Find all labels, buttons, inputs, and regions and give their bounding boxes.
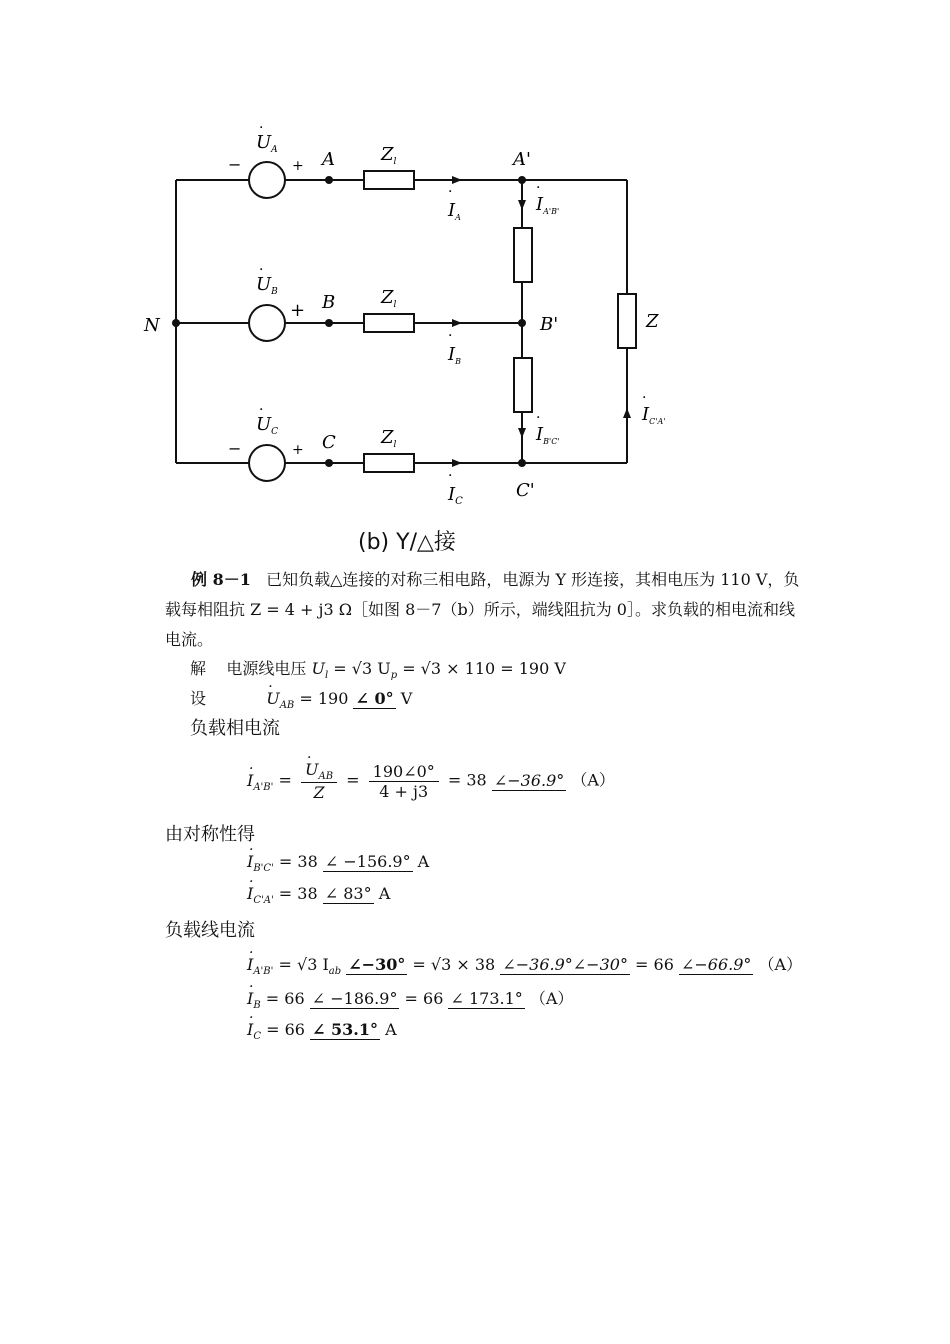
line-current-heading: 负载线电流 [165, 920, 255, 941]
arrow-iab-icon [518, 200, 526, 210]
eq3-value: = 38 [278, 884, 318, 903]
line1-sub-l: l [324, 670, 329, 682]
plus-sign-a: + [292, 158, 304, 174]
line-impedance-c-label: $Z_l$ [381, 427, 397, 450]
line1-sub-p: p [390, 670, 398, 682]
eq3-angle: ∠ 83° [324, 884, 372, 903]
example-text: 已知负载△连接的对称三相电路，电源为 Y 形连接，其相电压为 110 V，负载每相阻抗 Z = 4 + j3 Ω［如图 8－7（b）所示，端线阻抗为 0］。求负载的相电流和线电流。 [165, 570, 800, 649]
eq1-num-sub: AB [318, 771, 334, 783]
eq1-angle: ∠−36.9° [493, 770, 565, 790]
eq1-value: = 38 [447, 770, 487, 790]
eq4-value: = 66 [635, 955, 674, 974]
current-ibc-label: $I_{B'C'}$ [536, 424, 560, 446]
equation-1: · $I_{A'B'}$ = · $\frac{U_{AB}}{Z}$ = $\frac{190\angle 0^\circ}{4 + j3}$ = 38 ∠−36.9° （A） [247, 760, 615, 802]
arrow-ibc-icon [518, 428, 526, 438]
node-a-label: A [322, 149, 335, 170]
eq4-mid: = √3 I [278, 955, 329, 974]
source-a-label: $U_A$ [256, 132, 278, 155]
node-n-label: N [144, 315, 160, 336]
line1-tail: = √3 × 110 = 190 V [402, 659, 566, 678]
equation-6 [247, 1020, 397, 1042]
current-ibc-dot: · [536, 410, 541, 426]
source-b-label: $U_B$ [256, 274, 278, 297]
source-b-circle [249, 305, 285, 341]
arrow-ic-icon [452, 459, 462, 467]
node-b-prime-label: B' [540, 314, 559, 335]
eq2-lhs-sub: B'C' [253, 863, 274, 875]
node-c-label: C [322, 432, 336, 453]
source-c-label: $U_C$ [256, 414, 279, 437]
node-c-prime-label: C' [516, 480, 535, 501]
arrow-ica-icon [623, 408, 631, 418]
eq4-mid2: = √3 × 38 [412, 955, 496, 974]
figure-caption: (b) Y/△接 [358, 530, 456, 555]
eq4-angle1: ∠−30° [348, 955, 406, 974]
eq1-frac-1 [301, 760, 337, 802]
eq5-value: = 66 [265, 989, 305, 1008]
line1-math: U [311, 659, 325, 678]
eq1-frac-2 [369, 762, 439, 801]
load-impedance-ab [514, 228, 532, 282]
current-iab-dot: · [536, 180, 541, 196]
load-impedance-label: Z [646, 311, 659, 332]
minus-sign-a: − [228, 155, 242, 174]
eq5-lhs-sub: B [253, 1000, 261, 1012]
line2-unit: V [400, 689, 413, 708]
node-a-dot [325, 176, 333, 184]
eq4-lhs-sub: A'B' [253, 966, 274, 978]
node-a-prime-label: A' [513, 149, 531, 170]
line2-sub: AB [279, 700, 295, 712]
node-c-dot [325, 459, 333, 467]
line1-text: 电源线电压 [226, 659, 307, 678]
eq1-lhs: · I [247, 771, 253, 790]
eq4-lhs: · I [247, 955, 253, 974]
eq6-unit: A [385, 1020, 397, 1039]
eq2-value: = 38 [278, 852, 318, 871]
line2-value: = 190 [299, 689, 349, 708]
eq2-unit: A [417, 852, 430, 871]
current-iab-label: $I_{A'B'}$ [536, 194, 560, 216]
source-a-circle [249, 162, 285, 198]
source-b-dot: · [259, 262, 264, 278]
line-impedance-a-label: $Z_l$ [381, 144, 397, 167]
eq4-mid-sub: ab [328, 966, 342, 978]
line-impedance-c [364, 454, 414, 472]
current-ib-dot: · [448, 328, 453, 344]
node-c-prime-dot [518, 459, 526, 467]
eq6-angle: ∠ 53.1° [312, 1020, 378, 1039]
current-ia-label: $I_A$ [448, 200, 461, 222]
eq4-angle3: ∠−66.9° [680, 955, 752, 974]
source-c-dot: · [259, 402, 264, 418]
current-ic-label: $I_C$ [448, 484, 463, 507]
label-jie: 解 [190, 659, 207, 678]
current-ica-dot: · [642, 390, 647, 406]
line2-math: · U [266, 689, 279, 708]
current-ica-label: $I_{C'A'}$ [642, 404, 666, 426]
equation-3 [247, 884, 390, 906]
node-b-dot [325, 319, 333, 327]
eq3-lhs: · I [247, 884, 253, 903]
solution-line-1 [190, 656, 566, 681]
eq4-angle2: ∠−36.9°∠−30° [502, 955, 628, 974]
arrow-ib-icon [452, 319, 462, 327]
current-ia-dot: · [448, 184, 453, 200]
eq5-value2: = 66 [404, 989, 444, 1008]
eq5-lhs: · I [247, 989, 253, 1008]
arrow-ia-icon [452, 176, 462, 184]
eq1-lhs-sub: A'B' [253, 781, 274, 793]
plus-sign-b: + [290, 300, 306, 321]
line-impedance-b-label: $Z_l$ [381, 287, 397, 310]
circuit-diagram [130, 110, 690, 510]
eq2-lhs: · I [247, 852, 253, 871]
load-impedance-ca [618, 294, 636, 348]
eq1-num2: 190∠0° [369, 762, 439, 782]
example-title: 例 8－1 [191, 570, 251, 589]
eq5-angle: ∠ −186.9° [311, 989, 398, 1008]
eq5-unit: （A） [529, 989, 574, 1008]
eq6-lhs: · I [247, 1020, 253, 1039]
eq2-angle: ∠ −156.9° [324, 852, 411, 871]
source-a-dot: · [259, 120, 264, 136]
node-b-label: B [322, 292, 336, 313]
equation-2 [247, 852, 429, 874]
phase-current-heading: 负载相电流 [190, 718, 280, 739]
minus-sign-c: − [228, 439, 242, 458]
eq4-unit: （A） [758, 955, 803, 974]
eq1-den2: 4 + j3 [379, 781, 429, 801]
eq3-unit: A [378, 884, 391, 903]
example-paragraph [165, 565, 805, 655]
current-ic-dot: · [448, 468, 453, 484]
current-ib-label: $I_B$ [448, 344, 462, 366]
eq1-num: · U [305, 760, 318, 779]
equation-4 [247, 952, 802, 977]
eq1-unit: （A） [571, 770, 615, 790]
symmetry-heading: 由对称性得 [165, 824, 255, 845]
eq5-angle2: ∠ 173.1° [450, 989, 523, 1008]
equation-5 [247, 986, 573, 1011]
solution-line-2 [190, 686, 412, 711]
node-a-prime-dot [518, 176, 526, 184]
line-impedance-b [364, 314, 414, 332]
line-impedance-a [364, 171, 414, 189]
eq1-den: Z [313, 783, 325, 803]
load-impedance-bc [514, 358, 532, 412]
eq6-lhs-sub: C [253, 1031, 261, 1043]
line1-rest: = √3 U [333, 659, 391, 678]
label-she: 设 [190, 689, 207, 708]
eq3-lhs-sub: C'A' [253, 895, 274, 907]
eq6-value: = 66 [266, 1020, 305, 1039]
node-n-dot [172, 319, 180, 327]
plus-sign-c: + [292, 442, 304, 458]
source-c-circle [249, 445, 285, 481]
line2-angle: ∠ 0° [355, 689, 394, 708]
node-b-prime-dot [518, 319, 526, 327]
